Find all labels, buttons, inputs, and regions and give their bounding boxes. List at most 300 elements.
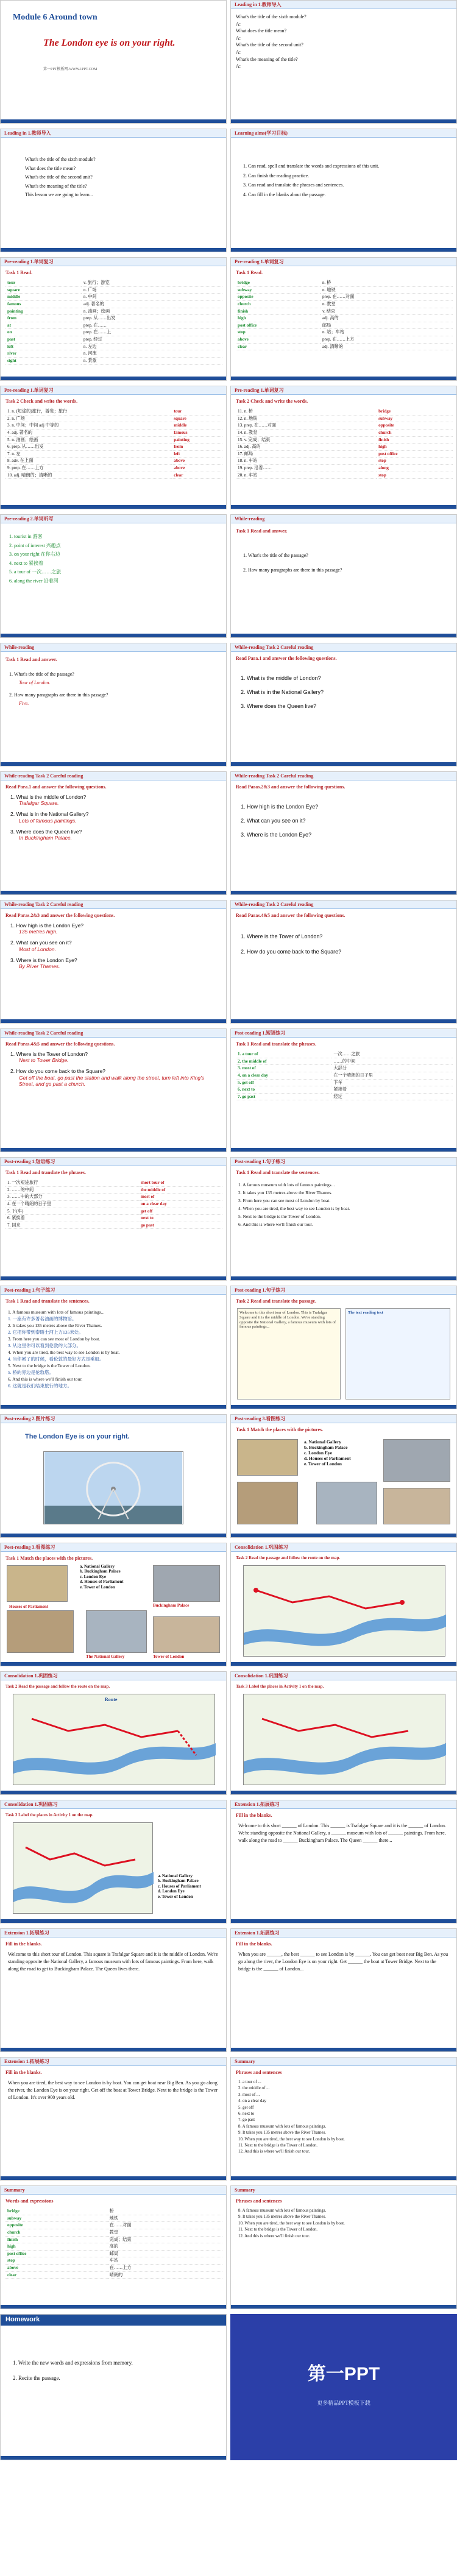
list-item: 4. 当你累了的时候，看伦敦的最好方式是乘船。 xyxy=(8,1356,104,1362)
table-cell: 9. prep. 在……上方 xyxy=(5,465,172,472)
lesson-title: The London eye is on your right. xyxy=(43,38,175,48)
table-cell: high xyxy=(236,315,321,322)
table-cell: stop xyxy=(377,458,453,465)
slide-header: Pre-reading 1.单词复习 xyxy=(235,387,284,393)
brand-logo: 第一PPT xyxy=(307,2364,380,2384)
question-list xyxy=(243,544,342,581)
table-row xyxy=(5,2271,222,2279)
table-cell: post office xyxy=(5,2250,108,2257)
table-cell: 3. n. 中间；中间 adj 中等的 xyxy=(5,422,172,430)
table-row xyxy=(5,422,222,430)
list-item: 6. And this is where we'll finish our tour. xyxy=(238,1222,313,1227)
building-photo xyxy=(86,1610,147,1653)
qa-block xyxy=(10,1051,220,1087)
task-title: Task 1 Read and translate the sentences. xyxy=(236,1170,320,1175)
summary-phrases-slide xyxy=(230,2057,457,2181)
table-cell: painting xyxy=(5,308,82,315)
table-cell: opposite xyxy=(5,2222,108,2229)
slide-header: While-reading Task 2 Careful reading xyxy=(235,773,314,779)
table-cell: prep. 在……上 xyxy=(82,329,222,336)
task-title: Task 2 Check and write the words. xyxy=(236,398,308,404)
task-title: Read Para.1 and answer the following questions. xyxy=(5,784,107,790)
cloze-text: Welcome to this short tour of London. This square is Trafalgar Square and it is the middle of London. We're standing opposite the National Gallery, a famous museum with lots of famous paintings. From here, walk along the road to get to Buckingham Palace. The Queen lives there. xyxy=(8,1951,218,1972)
list-item: e. Tower of London xyxy=(158,1894,193,1899)
table-cell: get off xyxy=(139,1208,222,1215)
table-row xyxy=(5,436,222,444)
table-row xyxy=(5,329,222,336)
table-cell: left xyxy=(172,450,222,458)
table-cell: on xyxy=(5,329,82,336)
table-row xyxy=(5,1215,222,1222)
slide-header: Consolidation 1.巩固练习 xyxy=(235,1545,288,1550)
table-row xyxy=(236,436,453,444)
table-cell: 大部分 xyxy=(331,1065,453,1072)
slide-header: Summary xyxy=(235,2187,255,2193)
list-item: 2. How do you come back to the Square? xyxy=(241,948,342,955)
leading-in-answers-slide xyxy=(230,0,457,124)
table-row xyxy=(236,308,453,315)
task-title: Fill in the blanks. xyxy=(5,1941,42,1947)
task-title: Words and expressions xyxy=(5,2198,54,2204)
answer: By River Thames. xyxy=(19,963,60,969)
task-title: Phrases and sentences xyxy=(236,2070,282,2075)
slide-header: Leading in 1.教师导入 xyxy=(235,2,282,7)
table-row xyxy=(236,422,453,430)
list-item: This lesson we are going to learn... xyxy=(25,192,93,198)
list-item: 5. a tour of 一次……之旅 xyxy=(9,569,62,575)
table-cell: 20. n. 车站 xyxy=(236,472,377,479)
passage-box-en: Welcome to this short tour of London. This is Trafalgar Square and it is the middle of London. We're standing opposite the National Gallery, a famous museum with lots of famous paintings... xyxy=(237,1308,341,1399)
sentence-list xyxy=(238,1180,450,1230)
list-item: 2. What can you see on it? xyxy=(241,817,306,824)
table-row xyxy=(5,415,222,422)
table-cell: 13. prep. 在……对面 xyxy=(236,422,377,430)
list-item: 6. And this is where we'll finish our tour. xyxy=(8,1376,83,1382)
match2-slide xyxy=(0,1543,227,1666)
table-cell: 19. prep. 沿着…… xyxy=(236,465,377,472)
list-item: b. Buckingham Palace xyxy=(158,1878,199,1884)
table-cell: 一次……之旅 xyxy=(331,1051,453,1058)
table-cell: 18. n. 车站 xyxy=(236,458,377,465)
list-item: e. Tower of London xyxy=(304,1461,342,1467)
table-cell: bridge xyxy=(5,2208,108,2215)
list-item: 2. Can finish the reading practice. xyxy=(243,172,310,179)
table-cell: square xyxy=(172,415,222,422)
question: 1. What is the middle of London? xyxy=(10,794,87,800)
table-cell: 邮局 xyxy=(321,322,453,329)
table-cell: 2. n. 广场 xyxy=(5,415,172,422)
table-cell: 1. a tour of xyxy=(236,1051,331,1058)
building-photo xyxy=(237,1439,298,1476)
slide-header: While-reading Task 2 Careful reading xyxy=(235,645,314,650)
list-item: What's the title of the sixth module? xyxy=(25,157,96,162)
question: 2. What is in the National Gallery? xyxy=(10,811,89,818)
slide-header: Leading in 1.教师导入 xyxy=(4,130,51,136)
summary-words-slide xyxy=(0,2185,227,2309)
task-title: Task 1 Match the places with the pictures. xyxy=(5,1555,93,1561)
table-row xyxy=(5,350,222,358)
table-cell: high xyxy=(377,444,453,451)
table-row xyxy=(5,2215,222,2222)
table-cell: stop xyxy=(5,2257,108,2265)
table-cell: at xyxy=(5,322,82,329)
slide-header: Extension 1.拓展练习 xyxy=(235,1802,280,1807)
careful2-slide xyxy=(230,771,457,895)
list-item: 1. Write the new words and expressions from memory. xyxy=(13,2360,133,2366)
slide-header: Pre-reading 2.单词听写 xyxy=(4,516,54,522)
table-row xyxy=(5,358,222,365)
reading1-slide xyxy=(230,514,457,638)
passage-title: The text reading text xyxy=(348,1311,383,1315)
table-cell: 教堂 xyxy=(108,2229,222,2236)
table-row xyxy=(5,2229,222,2236)
table-cell: stop xyxy=(377,472,453,479)
table-row xyxy=(236,1079,453,1086)
table-row xyxy=(236,465,453,472)
table-cell: 6. prep. 从……出发 xyxy=(5,444,172,451)
table-row xyxy=(236,294,453,301)
list-item: 1. What's the title of the passage? xyxy=(243,553,308,558)
table-row xyxy=(5,2257,222,2265)
table-cell: 5. 下(车) xyxy=(5,1208,139,1215)
table-cell: high xyxy=(5,2243,108,2251)
list-item: A: xyxy=(236,21,241,27)
phrase-table xyxy=(236,1051,453,1100)
table-row xyxy=(236,1051,453,1058)
task-title: Fill in the blanks. xyxy=(236,1941,272,1947)
aims-slide xyxy=(230,129,457,252)
table-cell: go past xyxy=(139,1222,222,1229)
table-cell: above xyxy=(5,2265,108,2272)
question: 1. Where is the Tower of London? xyxy=(10,1051,88,1057)
table-cell: v. 结束 xyxy=(321,308,453,315)
table-row xyxy=(5,1200,222,1208)
slide-header: Post-reading 3.看图练习 xyxy=(235,1416,286,1421)
list-item: What does the title mean? xyxy=(236,28,287,34)
london-eye-slide xyxy=(0,1414,227,1538)
slide-header: Consolidation 1.巩固练习 xyxy=(235,1673,288,1679)
list-item: 2. How many paragraphs are there in this passage? xyxy=(243,567,342,573)
sentence-list xyxy=(8,1308,220,1390)
list-item: 1. How high is the London Eye? xyxy=(241,804,319,810)
table-row xyxy=(5,472,222,479)
answer: Trafalgar Square. xyxy=(19,800,59,807)
word-table xyxy=(5,2208,222,2279)
table-row xyxy=(5,2208,222,2215)
phrases-slide xyxy=(0,514,227,638)
table-cell: 10. adj. 晴朗的；清晰的 xyxy=(5,472,172,479)
slide-header: While-reading Task 2 Careful reading xyxy=(4,773,83,779)
sentences-slide xyxy=(230,1157,457,1281)
table-cell: 1. n. (短途的)旅行，游览；旅行 xyxy=(5,408,172,415)
table-cell: short tour of xyxy=(139,1180,222,1186)
table-cell: 完成；结束 xyxy=(108,2236,222,2243)
careful1-answer-slide xyxy=(0,771,227,895)
table-cell: 4. adj. 著名的 xyxy=(5,429,172,436)
slide-header: Post-reading 1.句子练习 xyxy=(235,1159,286,1164)
list-item: 3. From here you can see most of London by boat. xyxy=(8,1336,101,1342)
london-eye-illustration xyxy=(44,1452,183,1524)
question: 2. What can you see on it? xyxy=(10,939,72,946)
table-cell: church xyxy=(5,2229,108,2236)
list-item: 1. a tour of ... xyxy=(238,2079,261,2084)
table-cell: 2. ……的中间 xyxy=(5,1186,139,1194)
table-row xyxy=(236,450,453,458)
table-cell: subway xyxy=(236,286,321,294)
table-cell: 在一个晴朗的日子里 xyxy=(331,1072,453,1079)
building-photo xyxy=(7,1565,68,1602)
table-row xyxy=(5,2236,222,2243)
question: 3. Where does the Queen live? xyxy=(10,828,82,835)
passage-slide xyxy=(230,1286,457,1409)
table-cell: prep. 从……出发 xyxy=(82,315,222,322)
slide-header: Consolidation 1.巩固练习 xyxy=(4,1802,58,1807)
words-task1-right-slide xyxy=(230,257,457,381)
summary-phrases-slide-2 xyxy=(230,2185,457,2309)
task-title: Task 1 Read and translate the phrases. xyxy=(236,1041,316,1047)
slide-header: While-reading Task 2 Careful reading xyxy=(4,1030,83,1036)
qa-block xyxy=(10,794,89,841)
question-list xyxy=(241,796,318,845)
table-cell: 6. next to xyxy=(236,1086,331,1094)
route3-slide xyxy=(230,1671,457,1795)
fill2-slide xyxy=(230,1928,457,2052)
table-cell: clear xyxy=(236,343,321,350)
table-cell: 17. 邮局 xyxy=(236,450,377,458)
answer: Lots of famous paintings. xyxy=(19,817,77,824)
list-item: 2. What is in the National Gallery? xyxy=(241,688,324,695)
list-item: 2. Recite the passage. xyxy=(13,2374,60,2381)
london-eye-photo xyxy=(43,1451,183,1524)
list-item: 7. go past xyxy=(238,2117,255,2123)
building-photo xyxy=(7,1610,74,1653)
table-cell: finish xyxy=(5,2236,108,2243)
table-cell: 16. adj. 高的 xyxy=(236,444,377,451)
list-item: 12. And this is where we'll finish our tour. xyxy=(238,2149,310,2154)
table-cell: n. 左边 xyxy=(82,343,222,350)
table-row xyxy=(236,415,453,422)
table-row xyxy=(5,458,222,465)
match1-slide xyxy=(230,1414,457,1538)
table-cell: 14. n. 教堂 xyxy=(236,429,377,436)
list-item: What's the meaning of the title? xyxy=(25,183,87,189)
list-item: What's the meaning of the title? xyxy=(236,56,298,62)
table-cell: past xyxy=(5,336,82,344)
table-cell: n. 站；车站 xyxy=(321,329,453,336)
table-cell: 15. v. 完成；结束 xyxy=(236,436,377,444)
london-map xyxy=(13,1822,153,1914)
slide-header: Pre-reading 1.单词复习 xyxy=(235,259,284,264)
slide-header: Summary xyxy=(235,2059,255,2064)
list-item: 3. on your right 在你右边 xyxy=(9,551,60,557)
task-title: Read Paras.4&5 and answer the following questions. xyxy=(5,1041,115,1047)
map-illustration xyxy=(244,1566,446,1657)
slide-header: Post-reading 1.句子练习 xyxy=(4,1287,55,1293)
word-table xyxy=(236,408,453,479)
table-cell: n. 地铁 xyxy=(321,286,453,294)
passage-box-right xyxy=(345,1308,450,1399)
table-cell: n. 油画；绘画 xyxy=(82,308,222,315)
table-cell: from xyxy=(5,315,82,322)
slide-header: Post-reading 1.短语练习 xyxy=(235,1030,286,1036)
table-cell: 5. get off xyxy=(236,1079,331,1086)
list-item: 2. 它把你带到泰晤士河上方135米处。 xyxy=(8,1329,83,1335)
list-item: b. Buckingham Palace xyxy=(80,1569,121,1574)
list-item: 4. on a clear day xyxy=(238,2098,267,2104)
table-cell: ……的中间 xyxy=(331,1058,453,1065)
list-item: 1. Where is the Tower of London? xyxy=(241,933,323,939)
map-legend xyxy=(158,1874,201,1899)
table-cell: 经过 xyxy=(331,1093,453,1100)
slide-header: While-reading Task 2 Careful reading xyxy=(235,902,314,907)
table-cell: tour xyxy=(172,408,222,415)
table-cell: finish xyxy=(377,436,453,444)
table-cell: n. 景象 xyxy=(82,358,222,365)
slide-header: Pre-reading 1.单词复习 xyxy=(4,259,54,264)
list-item: What's the title of the second unit? xyxy=(236,42,303,48)
slide-header: Extension 1.拓展练习 xyxy=(4,1930,49,1936)
list-item: a. National Gallery xyxy=(304,1439,342,1445)
task-title: Read Paras.2&3 and answer the following questions. xyxy=(5,913,115,918)
table-row xyxy=(236,444,453,451)
table-row xyxy=(236,286,453,294)
list-item: 6. 这就是我们结束旅行的地方。 xyxy=(8,1383,72,1389)
phrase-table xyxy=(5,1180,222,1229)
list-item: What does the title mean? xyxy=(25,165,76,171)
table-cell: 邮局 xyxy=(108,2250,222,2257)
list-item: 1. What is the middle of London? xyxy=(241,675,321,681)
table-cell: 2. the middle of xyxy=(236,1058,331,1065)
list-item: 9. It takes you 135 metres above the River Thames. xyxy=(238,2130,326,2135)
question: 1. How high is the London Eye? xyxy=(10,922,84,929)
table-row xyxy=(5,408,222,415)
question-list xyxy=(25,154,96,201)
table-row xyxy=(236,1058,453,1065)
words-task1-slide xyxy=(0,257,227,381)
list-item: 3. From here you can see most of London by boat. xyxy=(238,1198,331,1203)
question-list xyxy=(241,668,324,717)
table-cell: adj. 著名的 xyxy=(82,300,222,308)
table-cell: square xyxy=(5,286,82,294)
homework-slide xyxy=(0,2314,227,2460)
building-photo xyxy=(316,1482,377,1524)
list-item: 2. It takes you 135 metres above the River Thames. xyxy=(238,1190,333,1195)
list-item: d. Houses of Parliament xyxy=(80,1579,124,1585)
table-row xyxy=(5,343,222,350)
answer: In Buckingham Palace. xyxy=(19,834,72,841)
table-cell: tour xyxy=(5,280,82,286)
list-item: 4. When you are tired, the best way to see London is by boat. xyxy=(8,1350,120,1355)
table-row xyxy=(5,1222,222,1229)
table-cell: above xyxy=(172,465,222,472)
list-item: 11. Next to the bridge is the Tower of London. xyxy=(238,2142,317,2148)
table-cell: post office xyxy=(236,322,321,329)
table-cell: opposite xyxy=(377,422,453,430)
building-photo xyxy=(153,1616,220,1653)
slide-header: Post-reading 3.看图练习 xyxy=(4,1545,55,1550)
module-title: Module 6 Around town xyxy=(13,13,97,22)
table-cell: 高的 xyxy=(108,2243,222,2251)
table-cell: 7. n. 左 xyxy=(5,450,172,458)
table-cell: bridge xyxy=(236,280,321,286)
answer: 135 metres high. xyxy=(19,929,58,935)
answer: Five. xyxy=(19,701,29,706)
task-title: Task 1 Read. xyxy=(236,270,263,275)
table-cell: 地铁 xyxy=(108,2215,222,2222)
list-item: 3. Can read and translate the phrases and sentences. xyxy=(243,182,344,188)
table-cell: middle xyxy=(5,294,82,301)
careful2-answer-slide xyxy=(0,900,227,1024)
table-cell: subway xyxy=(377,415,453,422)
table-row xyxy=(236,472,453,479)
table-cell: prep. 在……上方 xyxy=(321,336,453,344)
route2-slide xyxy=(0,1671,227,1795)
table-row xyxy=(5,1186,222,1194)
word-table xyxy=(5,408,222,479)
table-cell: middle xyxy=(172,422,222,430)
words-task2-right-slide xyxy=(230,386,457,509)
list-item: 12. And this is where we'll finish our tour. xyxy=(238,2233,310,2238)
careful1-slide xyxy=(230,643,457,766)
aims-list xyxy=(243,160,450,201)
task-title: Task 3 Label the places in Activity 1 on the map. xyxy=(5,1813,94,1817)
list-item: 4. Can fill in the blanks about the passage. xyxy=(243,191,326,197)
table-row xyxy=(236,300,453,308)
picture-caption: Houses of Parliament xyxy=(9,1604,49,1609)
table-row xyxy=(5,444,222,451)
table-cell: 4. 在一个晴朗的日子里 xyxy=(5,1200,139,1208)
slide-header: While-reading xyxy=(4,645,35,650)
list-item: 2. point of interest 兴趣点 xyxy=(9,542,61,548)
table-cell: 8. adv. 在上面 xyxy=(5,458,172,465)
table-row xyxy=(236,1072,453,1079)
homework-header: Homework xyxy=(1,2315,226,2326)
slide-header: Consolidation 1.巩固练习 xyxy=(4,1673,58,1679)
list-item: 1. Can read, spell and translate the words and expressions of this unit. xyxy=(243,163,380,169)
picture-caption: The National Gallery xyxy=(86,1654,125,1659)
list-item: 1. 一座有许多著名油画的博物馆。 xyxy=(8,1316,77,1322)
table-cell: from xyxy=(172,444,222,451)
table-row xyxy=(5,322,222,329)
list-item: 1. A famous museum with lots of famous paintings... xyxy=(238,1182,335,1187)
task-title: Task 2 Read and translate the passage. xyxy=(236,1298,316,1304)
table-row xyxy=(5,280,222,286)
phrases-translate-slide xyxy=(0,1157,227,1281)
table-cell: 7. go past xyxy=(236,1093,331,1100)
list-item: A: xyxy=(236,35,241,41)
table-cell: along xyxy=(377,465,453,472)
london-map xyxy=(13,1694,215,1785)
table-cell: adj. 清晰的 xyxy=(321,343,453,350)
places-list xyxy=(304,1439,351,1467)
list-item: 8. A famous museum with lots of famous paintings. xyxy=(238,2123,327,2129)
london-map xyxy=(243,1694,445,1785)
list-item: d. London Eye xyxy=(158,1889,185,1894)
list-item: c. Houses of Parliament xyxy=(158,1883,201,1889)
cloze-text: When you are tired, the best way to see London is by boat. You can get boat near Big Ben. As you go along the river, the London Eye is on your right. Get off the boat at Tower Bridge. Next to the bridge is the Tower of London. It's over 900 years old. xyxy=(8,2080,218,2100)
summary-list xyxy=(238,2207,450,2240)
list-item: 11. Next to the bridge is the Tower of London. xyxy=(238,2227,317,2232)
table-row xyxy=(5,1208,222,1215)
london-map xyxy=(243,1565,445,1657)
slide-header: Pre-reading 1.单词复习 xyxy=(4,387,54,393)
table-row xyxy=(5,465,222,472)
list-item: 6. along the river 沿着河 xyxy=(9,578,58,584)
brand-slide xyxy=(230,2314,457,2460)
table-cell: 紧挨着 xyxy=(331,1086,453,1094)
answer: Next to Tower Bridge. xyxy=(19,1057,69,1064)
table-cell: above xyxy=(172,458,222,465)
